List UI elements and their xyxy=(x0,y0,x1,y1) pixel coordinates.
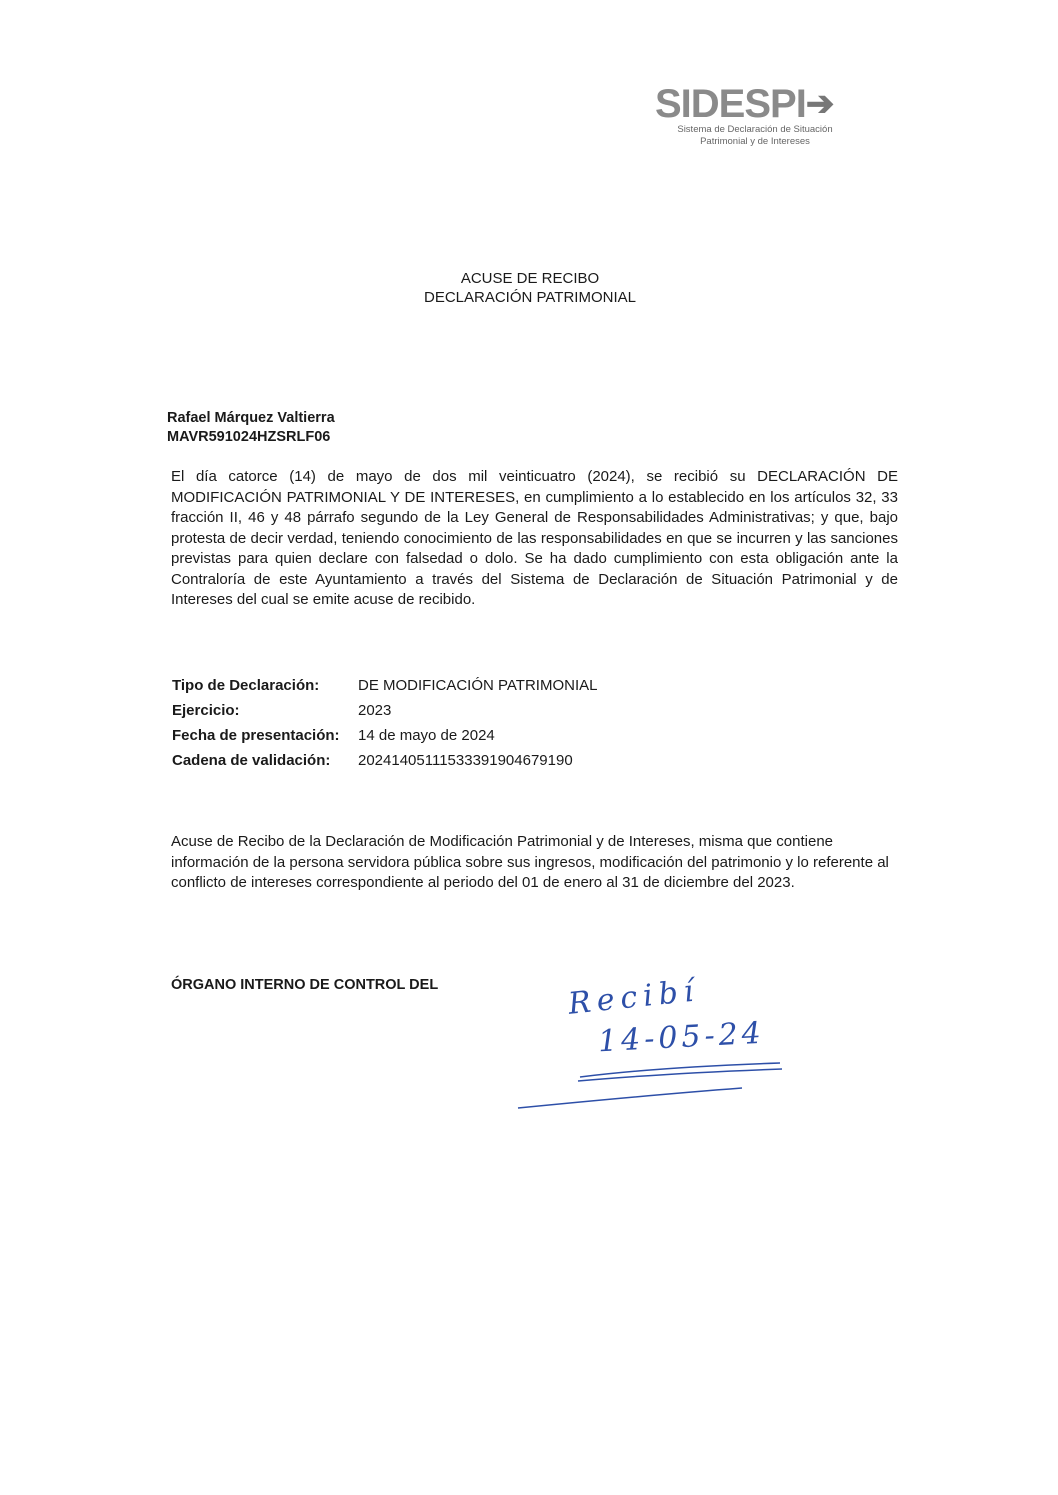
field-value: 14 de mayo de 2024 xyxy=(358,727,495,744)
field-value: 2023 xyxy=(358,702,392,719)
field-label: Ejercicio: xyxy=(172,702,240,719)
field-row xyxy=(172,673,597,698)
field-label: Cadena de validación: xyxy=(172,752,331,769)
handwritten-date: 14-05-24 xyxy=(597,1015,766,1060)
field-label: Fecha de presentación: xyxy=(172,727,340,744)
document-subtitle: DECLARACIÓN PATRIMONIAL xyxy=(424,289,636,306)
logo-subtitle-1: Sistema de Declaración de Situación xyxy=(677,124,833,135)
logo-subtitle-2: Patrimonial y de Intereses xyxy=(700,136,810,147)
logo-word: SIDESPI xyxy=(655,82,806,126)
body-paragraph: El día catorce (14) de mayo de dos mil veinticuatro (2024), se recibió su DECLARACIÓN DE MODIFICACIÓN PATRIMONIAL Y DE INTERESES, en cumplimiento a lo establecido en los artículos 32, 33 fracción II, 46 y 48 párrafo segundo de la Ley General de Responsabilidades Administrativas; y que, bajo protesta de decir verdad, teniendo conocimiento de las responsabilidades en que se incurren y las sanciones previstas para quien declare con falsedad o dolo. Se ha dado cumplimiento con esta obligación ante la Contraloría de este Ayuntamiento a través del Sistema de Declaración de Situación Patrimonial y de Intereses del cual se emite acuse de recibido. xyxy=(171,468,898,608)
sidespi-logo xyxy=(655,84,865,148)
field-row xyxy=(172,748,597,773)
declarant-rfc: MAVR591024HZSRLF06 xyxy=(167,429,331,445)
field-row xyxy=(172,723,597,748)
signature-label: ÓRGANO INTERNO DE CONTROL DEL xyxy=(171,977,439,993)
declarant-name: Rafael Márquez Valtierra xyxy=(167,410,335,426)
field-value: 20241405111533391904679190 xyxy=(358,752,573,769)
declaration-fields xyxy=(172,673,597,773)
declarant-block xyxy=(167,409,335,447)
document-title: ACUSE DE RECIBO xyxy=(460,270,600,287)
summary-paragraph: Acuse de Recibo de la Declaración de Modificación Patrimonial y de Intereses, misma que contiene información de la persona servidora pública sobre sus ingresos, modificación del patrimonio y lo referente al conflicto de intereses correspondiente al periodo del 01 de enero al 31 de diciembre del 2023. xyxy=(171,833,889,891)
field-row xyxy=(172,698,597,723)
signature-underline xyxy=(510,1055,800,1115)
field-label: Tipo de Declaración: xyxy=(172,677,320,694)
arrow-right-icon: ➔ xyxy=(805,85,835,123)
field-value: DE MODIFICACIÓN PATRIMONIAL xyxy=(358,677,598,694)
handwritten-received: Recibí xyxy=(566,973,702,1022)
